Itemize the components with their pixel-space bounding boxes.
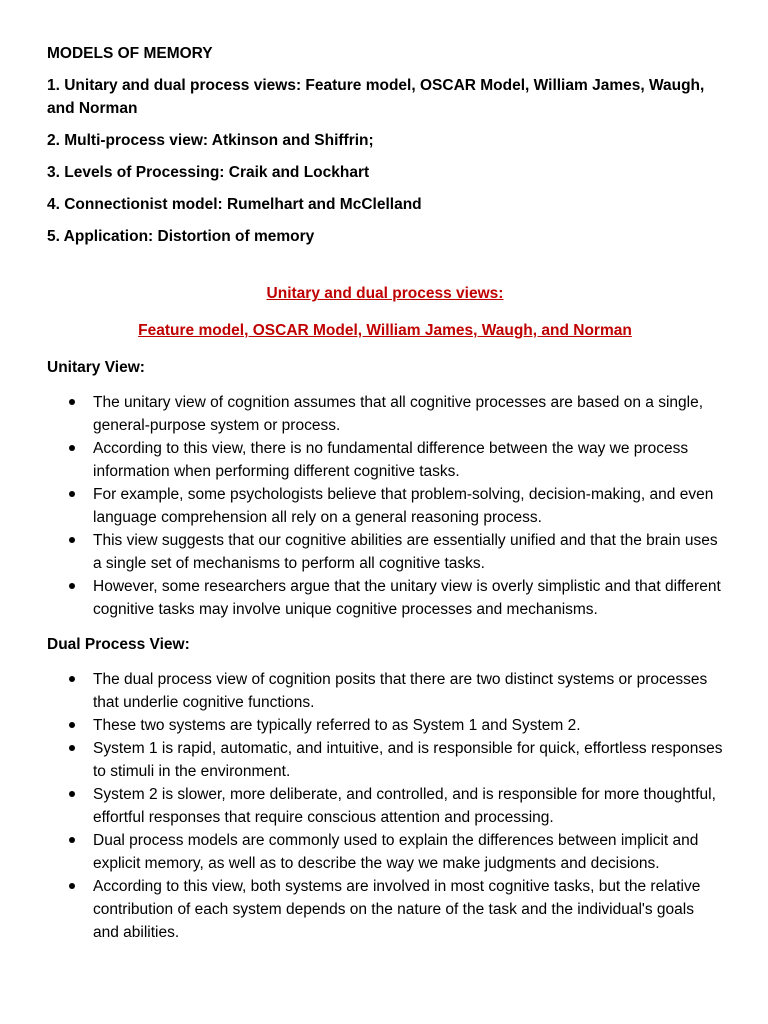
document-title: MODELS OF MEMORY — [47, 45, 213, 62]
bullet-icon — [69, 491, 75, 497]
outline-item-3: 3. Levels of Processing: Craik and Lockhart — [47, 164, 370, 181]
section-heading-line1: Unitary and dual process views: — [266, 285, 504, 302]
bullet-icon — [69, 791, 75, 797]
section-heading-line2: Feature model, OSCAR Model, William James, Waugh, and Norman — [138, 322, 632, 339]
dual-process-view-heading: Dual Process View: — [47, 636, 190, 653]
list-item-text: The dual process view of cognition posits that there are two distinct systems or processes that underlie cognitive functions. — [93, 671, 708, 711]
bullet-icon — [69, 583, 75, 589]
document-body — [47, 42, 723, 956]
list-item — [47, 829, 723, 875]
list-item-text: This view suggests that our cognitive abilities are essentially unified and that the brain uses a single set of mechanisms to perform all cognitive tasks. — [93, 532, 718, 572]
dual-process-view-list — [47, 668, 723, 944]
list-item — [47, 391, 723, 437]
bullet-icon — [69, 445, 75, 451]
list-item-text: These two systems are typically referred to as System 1 and System 2. — [93, 717, 581, 734]
list-item — [47, 437, 723, 483]
list-item-text: However, some researchers argue that the unitary view is overly simplistic and that different cognitive tasks may involve unique cognitive processes and mechanisms. — [93, 578, 721, 618]
list-item — [47, 483, 723, 529]
list-item — [47, 783, 723, 829]
unitary-view-heading: Unitary View: — [47, 359, 145, 376]
list-item — [47, 875, 723, 944]
bullet-icon — [69, 883, 75, 889]
bullet-icon — [69, 745, 75, 751]
list-item-text: The unitary view of cognition assumes that all cognitive processes are based on a single, general-purpose system or process. — [93, 394, 704, 434]
outline-item-2: 2. Multi-process view: Atkinson and Shiffrin; — [47, 132, 374, 149]
list-item-text: System 1 is rapid, automatic, and intuitive, and is responsible for quick, effortless responses to stimuli in the environment. — [93, 740, 723, 780]
outline-item-5: 5. Application: Distortion of memory — [47, 228, 315, 245]
list-item — [47, 668, 723, 714]
bullet-icon — [69, 722, 75, 728]
list-item-text: According to this view, there is no fundamental difference between the way we process information when performing different cognitive tasks. — [93, 440, 689, 480]
list-item-text: Dual process models are commonly used to explain the differences between implicit and explicit memory, as well as to describe the way we make judgments and decisions. — [93, 832, 699, 872]
outline-item-1: 1. Unitary and dual process views: Feature model, OSCAR Model, William James, Waugh, and Norman — [47, 77, 705, 117]
list-item — [47, 714, 723, 737]
list-item — [47, 575, 723, 621]
list-item-text: According to this view, both systems are involved in most cognitive tasks, but the relative contribution of each system depends on the nature of the task and the individual's goals and abilities. — [93, 878, 701, 941]
list-item-text: For example, some psychologists believe that problem-solving, decision-making, and even language comprehension all rely on a general reasoning process. — [93, 486, 714, 526]
bullet-icon — [69, 537, 75, 543]
outline-item-4: 4. Connectionist model: Rumelhart and McClelland — [47, 196, 422, 213]
bullet-icon — [69, 399, 75, 405]
list-item — [47, 529, 723, 575]
list-item — [47, 737, 723, 783]
bullet-icon — [69, 837, 75, 843]
list-item-text: System 2 is slower, more deliberate, and controlled, and is responsible for more thoughtful, effortful responses that require conscious attention and processing. — [93, 786, 716, 826]
unitary-view-list — [47, 391, 723, 621]
bullet-icon — [69, 676, 75, 682]
